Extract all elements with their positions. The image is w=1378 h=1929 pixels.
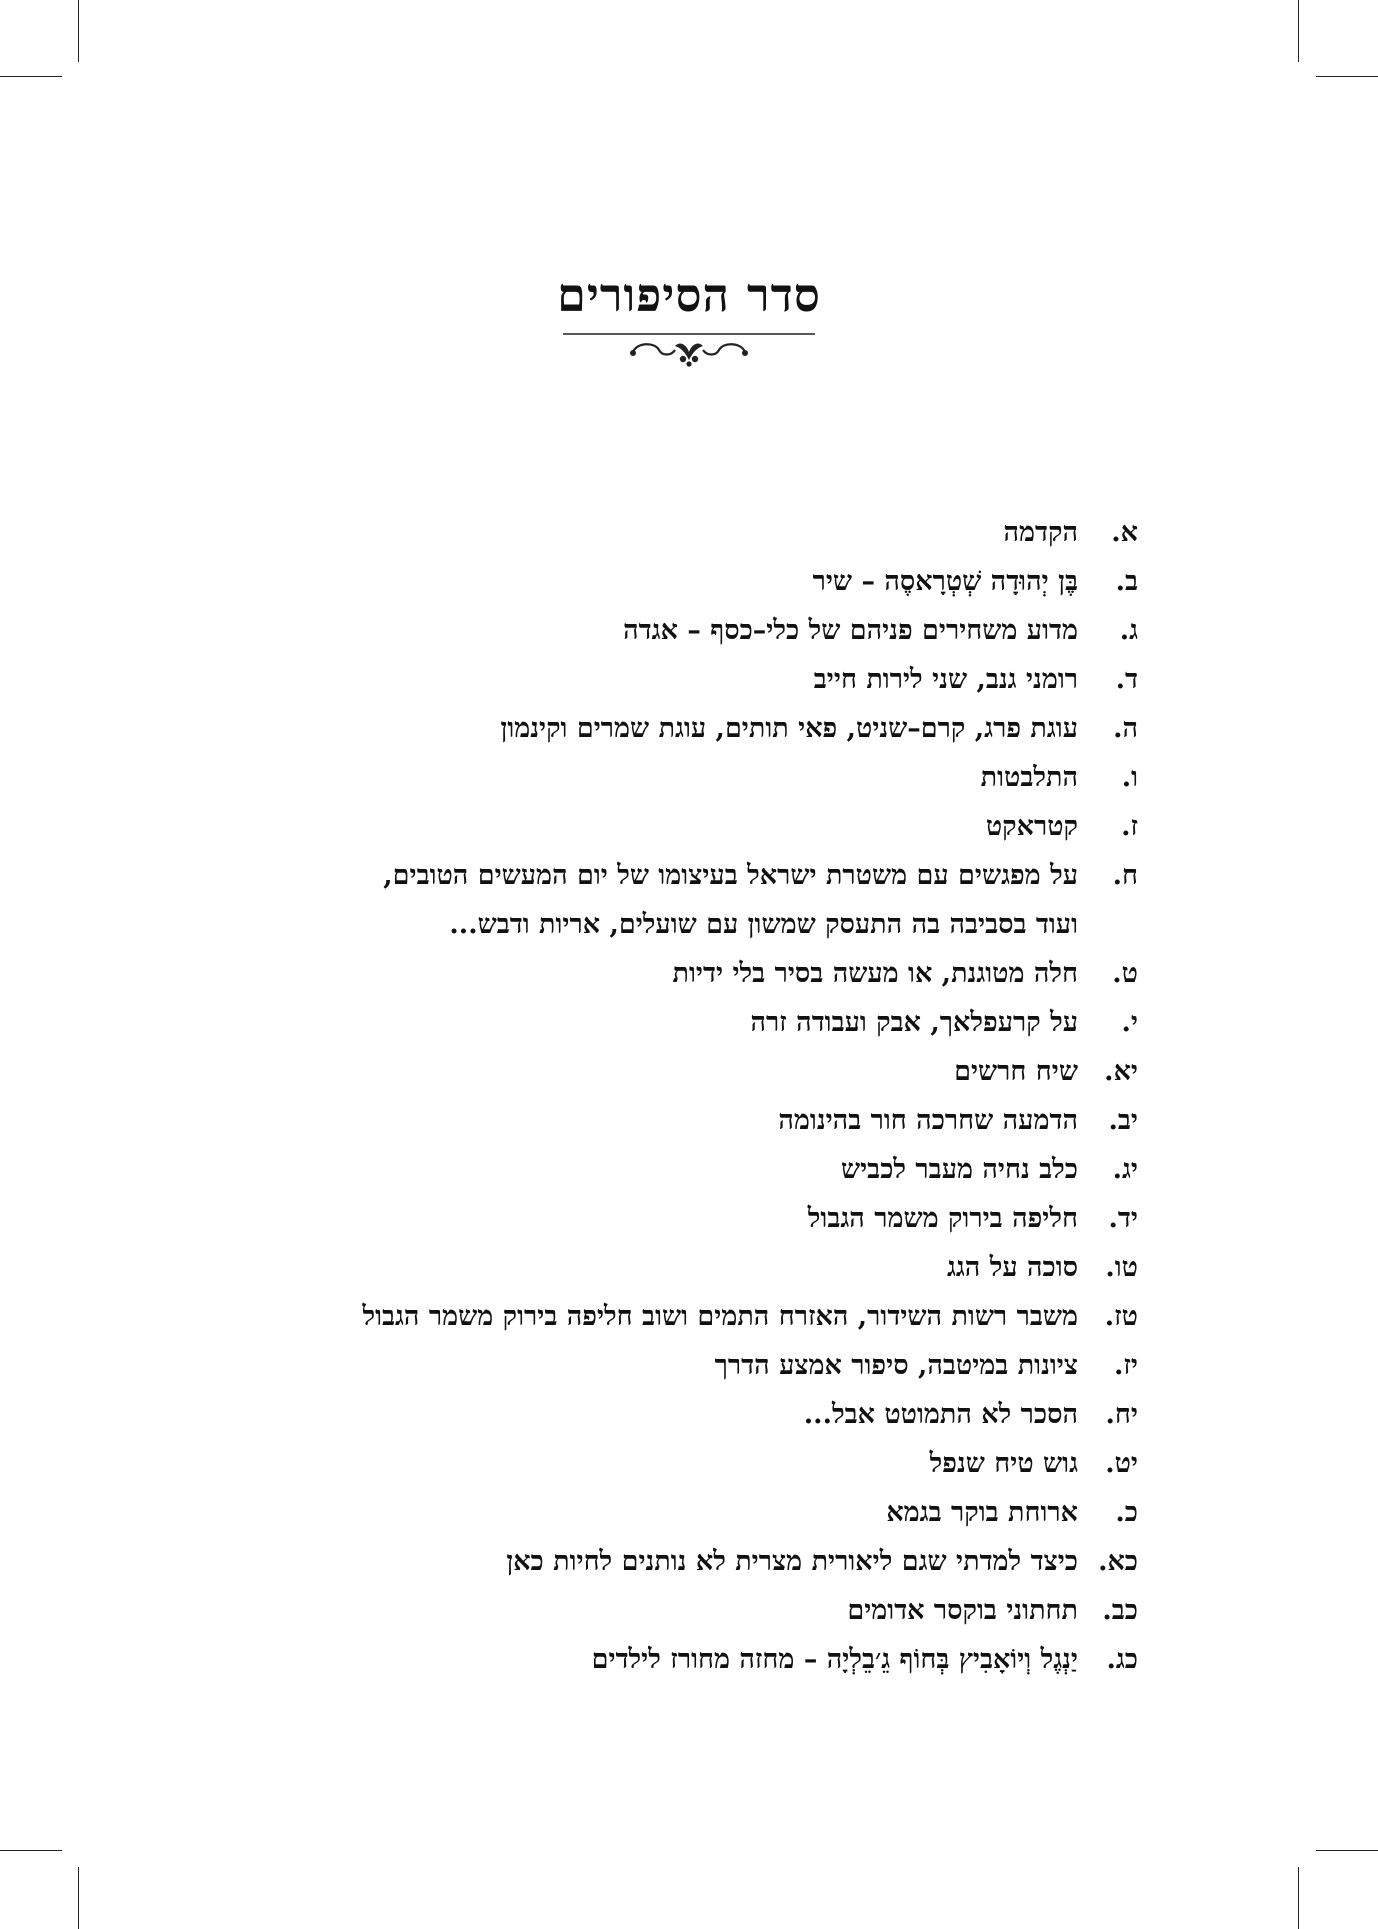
item-title: [138, 1635, 1078, 1684]
item-title: [138, 1243, 1078, 1292]
page-title: סדר הסיפורים: [557, 268, 821, 322]
item-number: כג.: [1106, 1644, 1138, 1675]
list-item: [138, 1635, 1138, 1684]
table-of-contents: [138, 508, 1138, 1684]
item-title-line: על קרעפלאך, אבק ועבודה זרה: [750, 1007, 1078, 1038]
item-title: [138, 508, 1078, 557]
item-title-line: ציונות במיטבה, סיפור אמצע הדרך: [714, 1350, 1078, 1381]
item-number: ט.: [1112, 958, 1138, 989]
item-number: יח.: [1105, 1399, 1138, 1430]
item-title: [138, 851, 1078, 949]
list-item: [138, 1537, 1138, 1586]
item-title-line: תחתוני בוקסר אדומים: [847, 1595, 1078, 1626]
crop-mark-top-right-vertical: [1298, 0, 1299, 62]
item-number: ד.: [1115, 664, 1138, 695]
item-title: [138, 1145, 1078, 1194]
item-title-line: הקדמה: [1003, 517, 1078, 548]
item-number: ב.: [1115, 566, 1138, 597]
crop-mark-bottom-right-vertical: [1298, 1867, 1299, 1929]
item-title-line: הדמעה שחרכה חור בהינומה: [778, 1105, 1078, 1136]
list-item: [138, 1439, 1138, 1488]
list-item: [138, 1341, 1138, 1390]
crop-mark-top-right-horizontal: [1316, 76, 1378, 77]
item-title-line: מדוע משחירים פניהם של כלי–כסף – אגדה: [623, 615, 1078, 646]
crop-mark-bottom-left-vertical: [78, 1867, 79, 1929]
item-number: ו.: [1121, 762, 1138, 793]
item-title: [138, 704, 1078, 753]
crop-mark-top-left-horizontal: [0, 76, 62, 77]
item-number: ז.: [1121, 811, 1138, 842]
item-number: יד.: [1108, 1203, 1138, 1234]
item-number: טו.: [1105, 1252, 1138, 1283]
list-item: [138, 1488, 1138, 1537]
item-number: א.: [1111, 517, 1138, 548]
item-title: [138, 1537, 1078, 1586]
item-number: ג.: [1119, 615, 1138, 646]
item-title: [138, 655, 1078, 704]
item-title-line: כלב נחיה מעבר לכביש: [840, 1154, 1078, 1185]
list-item: [138, 1243, 1138, 1292]
item-title-line: קטראקט: [985, 811, 1078, 842]
item-title-line: חליפה בירוק משמר הגבול: [807, 1203, 1078, 1234]
crop-mark-bottom-right-horizontal: [1316, 1850, 1378, 1851]
list-item: [138, 753, 1138, 802]
list-item: [138, 802, 1138, 851]
item-title-line: בֶּן יְהוּדָה שְׁטְרָאסֶה – שיר: [812, 566, 1078, 597]
list-item: [138, 1145, 1138, 1194]
item-title-line: על מפגשים עם משטרת ישראל בעיצומו של יום המעשים הטובים,: [383, 860, 1078, 891]
item-title: [138, 557, 1078, 606]
item-number: כא.: [1098, 1546, 1138, 1577]
list-item: [138, 1586, 1138, 1635]
item-title: [138, 1047, 1078, 1096]
item-title: [138, 949, 1078, 998]
item-number: טז.: [1104, 1301, 1138, 1332]
item-title-line: שיח חרשים: [954, 1056, 1078, 1087]
list-item: [138, 1096, 1138, 1145]
item-title-line: רומני גנב, שני לירות חייב: [813, 664, 1078, 695]
item-title-line: ועוד בסביבה בה התעסק שמשון עם שועלים, אריות ודבש...: [449, 909, 1078, 940]
item-title-line: הסכר לא התמוטט אבל...: [803, 1399, 1078, 1430]
flourish-divider-icon: [563, 326, 815, 370]
list-item: [138, 557, 1138, 606]
item-number: יא.: [1104, 1056, 1138, 1087]
item-number: כ.: [1115, 1497, 1138, 1528]
list-item: [138, 949, 1138, 998]
item-title-line: גוש טיח שנפל: [929, 1448, 1078, 1479]
item-number: יב.: [1108, 1105, 1138, 1136]
list-item: [138, 1292, 1138, 1341]
list-item: [138, 508, 1138, 557]
crop-mark-top-left-vertical: [78, 0, 79, 62]
item-title-line: עוגת פרג, קרם–שניט, פאי תותים, עוגת שמרים וקינמון: [500, 713, 1078, 744]
item-title: [138, 1292, 1078, 1341]
item-title: [138, 1096, 1078, 1145]
crop-mark-bottom-left-horizontal: [0, 1850, 62, 1851]
item-title-line: משבר רשות השידור, האזרח התמים ושוב חליפה בירוק משמר הגבול: [362, 1301, 1078, 1332]
list-item: [138, 998, 1138, 1047]
list-item: [138, 1194, 1138, 1243]
item-title: [138, 1439, 1078, 1488]
item-title: [138, 998, 1078, 1047]
item-title-line: התלבטות: [980, 762, 1078, 793]
item-title-line: חלה מטוגנת, או מעשה בסיר בלי ידיות: [672, 958, 1078, 989]
item-title: [138, 1390, 1078, 1439]
list-item: [138, 704, 1138, 753]
list-item: [138, 606, 1138, 655]
item-number: יג.: [1112, 1154, 1138, 1185]
item-title: [138, 1341, 1078, 1390]
item-title: [138, 1586, 1078, 1635]
item-number: ה.: [1113, 713, 1138, 744]
item-number: כב.: [1102, 1595, 1138, 1626]
item-title: [138, 802, 1078, 851]
item-title: [138, 1488, 1078, 1537]
item-title-line: יַנְגֶל וְיוֹאָבִיץ בְּחוֹף גֵ׳בֵלְיָה – מחזה מחורז לילדים: [591, 1644, 1078, 1675]
item-number: י.: [1121, 1007, 1138, 1038]
item-number: יט.: [1105, 1448, 1138, 1479]
item-title: [138, 753, 1078, 802]
item-title: [138, 606, 1078, 655]
item-title-line: כיצד למדתי שגם ליאורית מצרית לא נותנים לחיות כאן: [506, 1546, 1078, 1577]
item-number: יז.: [1113, 1350, 1138, 1381]
item-title: [138, 1194, 1078, 1243]
list-item: [138, 1390, 1138, 1439]
list-item: [138, 1047, 1138, 1096]
list-item: [138, 655, 1138, 704]
item-number: ח.: [1112, 860, 1138, 891]
item-title-line: סוכה על הגג: [946, 1252, 1078, 1283]
item-title-line: ארוחת בוקר בגמא: [886, 1497, 1078, 1528]
list-item: [138, 851, 1138, 949]
